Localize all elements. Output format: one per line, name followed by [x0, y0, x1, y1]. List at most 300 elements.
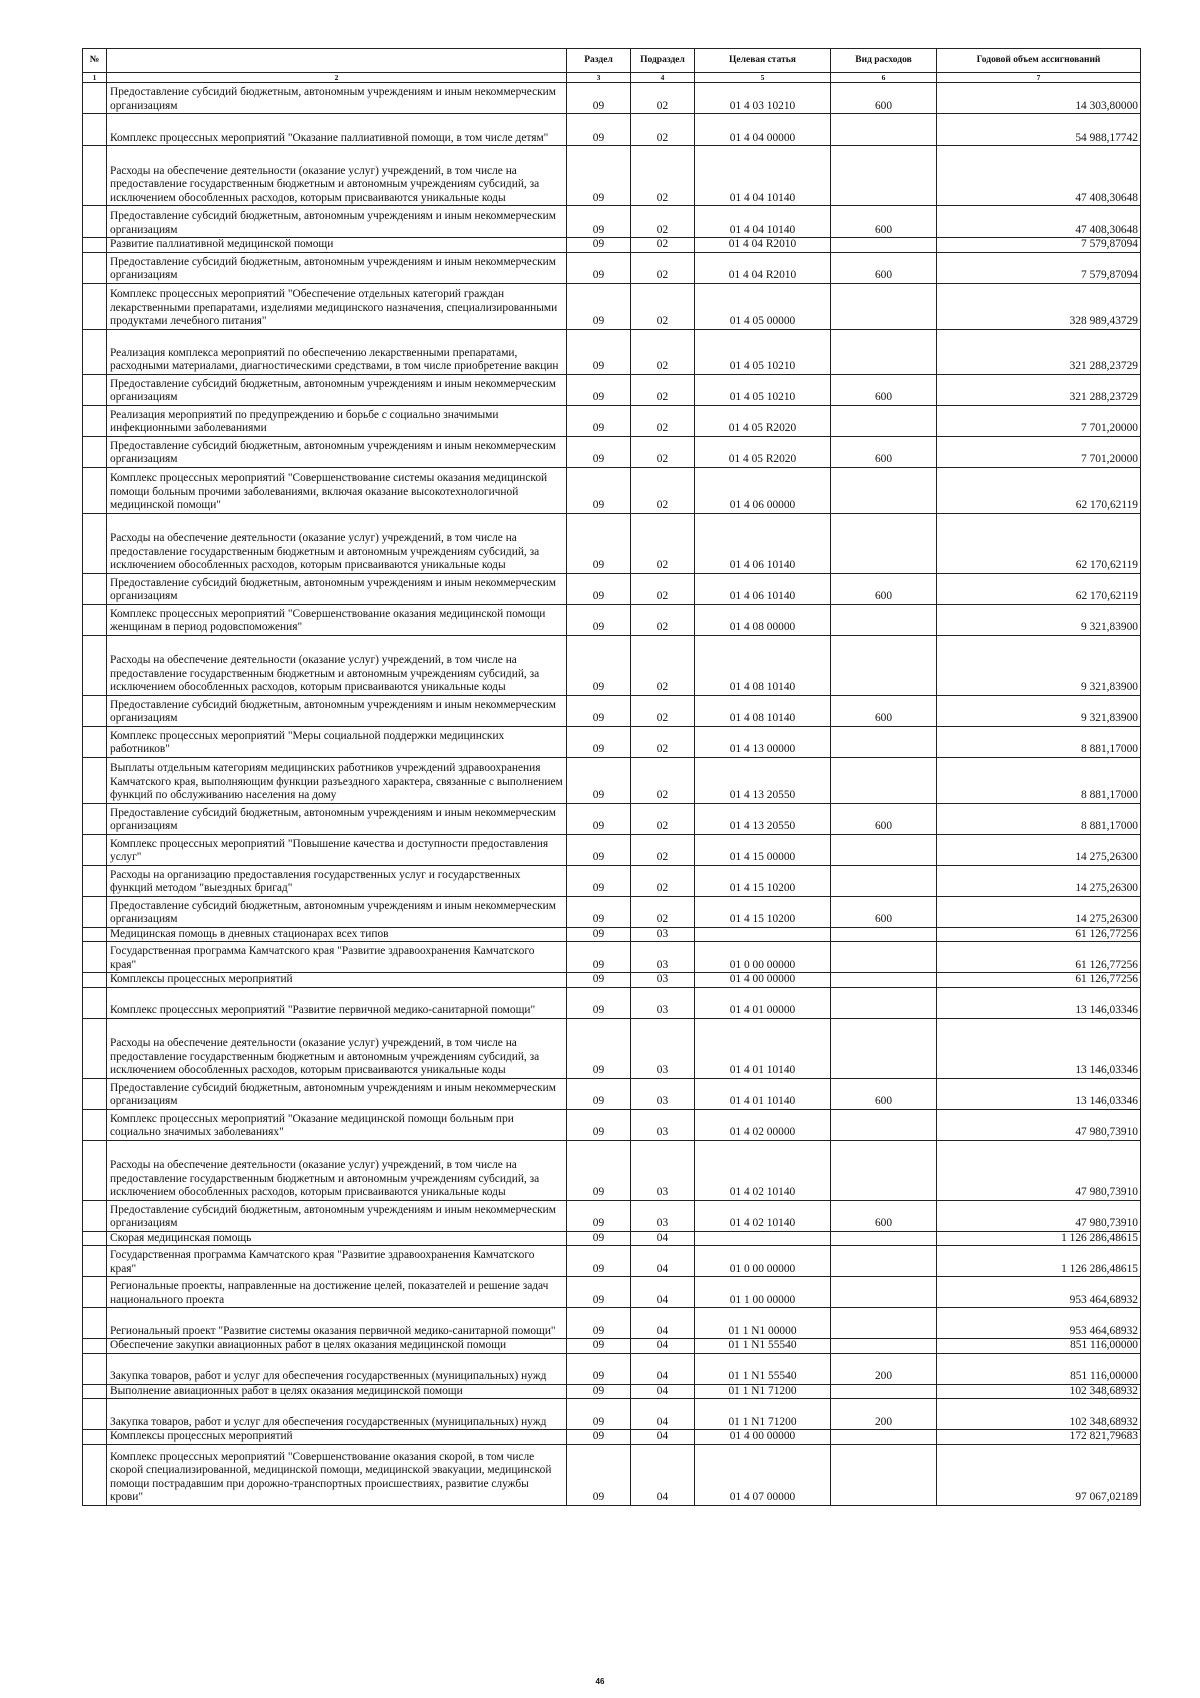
- row-razdel-cell: 09: [567, 1444, 631, 1505]
- row-name-cell: Комплекс процессных мероприятий "Оказание медицинской помощи больным при социально значимых заболеваниях": [107, 1109, 567, 1140]
- row-podrazdel-cell: 02: [631, 865, 695, 896]
- row-razdel-cell: 09: [567, 206, 631, 238]
- row-target-article-cell: 01 4 05 R2020: [695, 436, 831, 467]
- row-number-cell: [83, 252, 107, 283]
- table-row: [83, 987, 1141, 1018]
- row-name-cell: Предоставление субсидий бюджетным, автономным учреждениям и иным некоммерческим организациям: [107, 83, 567, 114]
- row-razdel-cell: 09: [567, 927, 631, 942]
- row-number-cell: [83, 238, 107, 253]
- row-razdel-cell: 09: [567, 726, 631, 757]
- row-name-cell: Комплекс процессных мероприятий "Совершенствование оказания скорой, в том числе скорой специализированной, медицинской помощи, медицинской эвакуации, медицинской помощи пострадавшим при дорожно-транспортных происшествиях, развитие службы крови": [107, 1444, 567, 1505]
- header-podrazdel: Подраздел: [631, 49, 695, 73]
- row-expense-type-cell: [831, 865, 937, 896]
- col-number: 6: [831, 73, 937, 83]
- row-podrazdel-cell: 02: [631, 238, 695, 253]
- row-podrazdel-cell: 03: [631, 987, 695, 1018]
- row-name-cell: Предоставление субсидий бюджетным, автономным учреждениям и иным некоммерческим организациям: [107, 896, 567, 927]
- row-podrazdel-cell: 02: [631, 604, 695, 635]
- row-podrazdel-cell: 02: [631, 513, 695, 573]
- row-podrazdel-cell: 03: [631, 1109, 695, 1140]
- row-podrazdel-cell: 02: [631, 146, 695, 206]
- row-amount-cell: 851 116,00000: [937, 1353, 1141, 1384]
- row-number-cell: [83, 1339, 107, 1354]
- row-expense-type-cell: [831, 757, 937, 803]
- row-amount-cell: 1 126 286,48615: [937, 1231, 1141, 1246]
- row-number-cell: [83, 834, 107, 865]
- row-podrazdel-cell: 02: [631, 467, 695, 513]
- row-name-cell: Предоставление субсидий бюджетным, автономным учреждениям и иным некоммерческим организациям: [107, 803, 567, 834]
- row-target-article-cell: 01 4 02 10140: [695, 1200, 831, 1231]
- budget-table: [82, 48, 1141, 1506]
- table-row: [83, 1109, 1141, 1140]
- row-name-cell: Расходы на обеспечение деятельности (оказание услуг) учреждений, в том числе на предоставление государственным бюджетным и автономным учреждениям субсидий, за исключением обособленных расходов, которым присваиваются уникальные коды: [107, 513, 567, 573]
- row-number-cell: [83, 1246, 107, 1277]
- row-name-cell: Комплекс процессных мероприятий "Совершенствование системы оказания медицинской помощи больным прочими заболеваниями, включая оказание высокотехнологичной медицинской помощи": [107, 467, 567, 513]
- row-expense-type-cell: 600: [831, 1200, 937, 1231]
- row-target-article-cell: 01 4 00 00000: [695, 1430, 831, 1445]
- row-podrazdel-cell: 04: [631, 1246, 695, 1277]
- table-row: [83, 114, 1141, 146]
- row-expense-type-cell: 600: [831, 896, 937, 927]
- table-row: [83, 146, 1141, 206]
- table-row: [83, 726, 1141, 757]
- row-podrazdel-cell: 02: [631, 329, 695, 374]
- table-row: [83, 283, 1141, 329]
- table-row: [83, 973, 1141, 988]
- row-number-cell: [83, 1140, 107, 1200]
- row-number-cell: [83, 865, 107, 896]
- row-number-cell: [83, 803, 107, 834]
- row-number-cell: [83, 114, 107, 146]
- row-razdel-cell: 09: [567, 1430, 631, 1445]
- table-row: [83, 573, 1141, 604]
- row-amount-cell: 321 288,23729: [937, 374, 1141, 405]
- row-podrazdel-cell: 02: [631, 83, 695, 114]
- row-amount-cell: 7 579,87094: [937, 252, 1141, 283]
- row-podrazdel-cell: 02: [631, 206, 695, 238]
- table-row: [83, 513, 1141, 573]
- row-target-article-cell: 01 1 N1 55540: [695, 1339, 831, 1354]
- row-expense-type-cell: [831, 1308, 937, 1339]
- row-expense-type-cell: [831, 146, 937, 206]
- row-amount-cell: 14 275,26300: [937, 834, 1141, 865]
- row-name-cell: Комплексы процессных мероприятий: [107, 1430, 567, 1445]
- row-razdel-cell: 09: [567, 834, 631, 865]
- row-razdel-cell: 09: [567, 436, 631, 467]
- row-name-cell: Комплекс процессных мероприятий "Оказание паллиативной помощи, в том числе детям": [107, 114, 567, 146]
- row-razdel-cell: 09: [567, 252, 631, 283]
- header-row: [83, 49, 1141, 73]
- row-expense-type-cell: [831, 927, 937, 942]
- row-amount-cell: 47 408,30648: [937, 206, 1141, 238]
- row-amount-cell: 47 980,73910: [937, 1200, 1141, 1231]
- header-razdel: Раздел: [567, 49, 631, 73]
- row-expense-type-cell: [831, 1231, 937, 1246]
- row-podrazdel-cell: 02: [631, 834, 695, 865]
- row-target-article-cell: 01 4 01 00000: [695, 987, 831, 1018]
- table-row: [83, 1018, 1141, 1078]
- table-row: [83, 1444, 1141, 1505]
- row-amount-cell: 62 170,62119: [937, 467, 1141, 513]
- table-row: [83, 865, 1141, 896]
- row-name-cell: Предоставление субсидий бюджетным, автономным учреждениям и иным некоммерческим организациям: [107, 206, 567, 238]
- row-number-cell: [83, 757, 107, 803]
- row-name-cell: Региональный проект "Развитие системы оказания первичной медико-санитарной помощи": [107, 1308, 567, 1339]
- row-expense-type-cell: [831, 1246, 937, 1277]
- row-target-article-cell: 01 1 N1 00000: [695, 1308, 831, 1339]
- row-name-cell: Расходы на обеспечение деятельности (оказание услуг) учреждений, в том числе на предоставление государственным бюджетным и автономным учреждениям субсидий, за исключением обособленных расходов, которым присваиваются уникальные коды: [107, 1140, 567, 1200]
- row-number-cell: [83, 374, 107, 405]
- row-razdel-cell: 09: [567, 896, 631, 927]
- row-razdel-cell: 09: [567, 573, 631, 604]
- row-number-cell: [83, 1353, 107, 1384]
- table-row: [83, 695, 1141, 726]
- table-row: [83, 252, 1141, 283]
- row-name-cell: Выполнение авиационных работ в целях оказания медицинской помощи: [107, 1384, 567, 1399]
- row-amount-cell: 102 348,68932: [937, 1399, 1141, 1430]
- row-number-cell: [83, 896, 107, 927]
- row-podrazdel-cell: 02: [631, 803, 695, 834]
- row-name-cell: Комплекс процессных мероприятий "Развитие первичной медико-санитарной помощи": [107, 987, 567, 1018]
- row-podrazdel-cell: 04: [631, 1353, 695, 1384]
- row-amount-cell: 54 988,17742: [937, 114, 1141, 146]
- row-podrazdel-cell: 02: [631, 436, 695, 467]
- row-target-article-cell: 01 4 01 10140: [695, 1078, 831, 1109]
- row-number-cell: [83, 695, 107, 726]
- row-podrazdel-cell: 04: [631, 1308, 695, 1339]
- row-podrazdel-cell: 02: [631, 726, 695, 757]
- row-number-cell: [83, 206, 107, 238]
- row-name-cell: Выплаты отдельным категориям медицинских работников учреждений здравоохранения Камчатского края, выполняющим функции разъездного характера, связанные с выполнением функций по обслуживанию населения на дому: [107, 757, 567, 803]
- header-annual-amount: Годовой объем ассигнований: [937, 49, 1141, 73]
- row-amount-cell: 953 464,68932: [937, 1308, 1141, 1339]
- row-razdel-cell: 09: [567, 803, 631, 834]
- row-razdel-cell: 09: [567, 1339, 631, 1354]
- row-razdel-cell: 09: [567, 1308, 631, 1339]
- row-number-cell: [83, 513, 107, 573]
- row-expense-type-cell: [831, 1277, 937, 1308]
- table-row: [83, 405, 1141, 436]
- row-expense-type-cell: [831, 834, 937, 865]
- row-razdel-cell: 09: [567, 238, 631, 253]
- row-amount-cell: 13 146,03346: [937, 1078, 1141, 1109]
- row-name-cell: Региональные проекты, направленные на достижение целей, показателей и решение задач национального проекта: [107, 1277, 567, 1308]
- row-number-cell: [83, 467, 107, 513]
- row-target-article-cell: 01 4 04 10140: [695, 146, 831, 206]
- row-name-cell: Расходы на обеспечение деятельности (оказание услуг) учреждений, в том числе на предоставление государственным бюджетным и автономным учреждениям субсидий, за исключением обособленных расходов, которым присваиваются уникальные коды: [107, 1018, 567, 1078]
- table-row: [83, 1200, 1141, 1231]
- row-name-cell: Предоставление субсидий бюджетным, автономным учреждениям и иным некоммерческим организациям: [107, 573, 567, 604]
- table-row: [83, 1384, 1141, 1399]
- row-razdel-cell: 09: [567, 604, 631, 635]
- row-razdel-cell: 09: [567, 1231, 631, 1246]
- row-name-cell: Комплекс процессных мероприятий "Обеспечение отдельных категорий граждан лекарственными препаратами, изделиями медицинского назначения, специализированными продуктами лечебного питания": [107, 283, 567, 329]
- row-number-cell: [83, 1231, 107, 1246]
- table-row: [83, 1231, 1141, 1246]
- col-number: 3: [567, 73, 631, 83]
- row-name-cell: Предоставление субсидий бюджетным, автономным учреждениям и иным некоммерческим организациям: [107, 1078, 567, 1109]
- row-expense-type-cell: [831, 283, 937, 329]
- row-number-cell: [83, 604, 107, 635]
- row-razdel-cell: 09: [567, 283, 631, 329]
- row-name-cell: Предоставление субсидий бюджетным, автономным учреждениям и иным некоммерческим организациям: [107, 436, 567, 467]
- row-amount-cell: 13 146,03346: [937, 1018, 1141, 1078]
- row-expense-type-cell: [831, 1444, 937, 1505]
- table-body: [83, 83, 1141, 1506]
- row-target-article-cell: 01 4 15 00000: [695, 834, 831, 865]
- row-name-cell: Предоставление субсидий бюджетным, автономным учреждениям и иным некоммерческим организациям: [107, 252, 567, 283]
- row-expense-type-cell: [831, 987, 937, 1018]
- row-amount-cell: 47 408,30648: [937, 146, 1141, 206]
- row-target-article-cell: 01 4 03 10210: [695, 83, 831, 114]
- row-number-cell: [83, 436, 107, 467]
- row-razdel-cell: 09: [567, 973, 631, 988]
- row-number-cell: [83, 973, 107, 988]
- table-row: [83, 1308, 1141, 1339]
- row-target-article-cell: 01 1 00 00000: [695, 1277, 831, 1308]
- row-target-article-cell: 01 1 N1 55540: [695, 1353, 831, 1384]
- row-number-cell: [83, 283, 107, 329]
- table-row: [83, 604, 1141, 635]
- header-number: №: [83, 49, 107, 73]
- row-number-cell: [83, 1444, 107, 1505]
- row-expense-type-cell: [831, 1140, 937, 1200]
- row-target-article-cell: 01 0 00 00000: [695, 942, 831, 973]
- table-row: [83, 206, 1141, 238]
- row-podrazdel-cell: 03: [631, 1078, 695, 1109]
- row-number-cell: [83, 1109, 107, 1140]
- column-number-row: [83, 73, 1141, 83]
- row-amount-cell: 1 126 286,48615: [937, 1246, 1141, 1277]
- row-number-cell: [83, 1384, 107, 1399]
- row-number-cell: [83, 573, 107, 604]
- row-target-article-cell: 01 4 08 10140: [695, 695, 831, 726]
- row-razdel-cell: 09: [567, 329, 631, 374]
- row-expense-type-cell: [831, 726, 937, 757]
- row-podrazdel-cell: 03: [631, 1200, 695, 1231]
- row-razdel-cell: 09: [567, 1200, 631, 1231]
- row-target-article-cell: [695, 1231, 831, 1246]
- row-number-cell: [83, 329, 107, 374]
- row-name-cell: Скорая медицинская помощь: [107, 1231, 567, 1246]
- table-row: [83, 1339, 1141, 1354]
- row-amount-cell: 13 146,03346: [937, 987, 1141, 1018]
- row-expense-type-cell: 600: [831, 374, 937, 405]
- row-razdel-cell: 09: [567, 942, 631, 973]
- row-name-cell: Предоставление субсидий бюджетным, автономным учреждениям и иным некоммерческим организациям: [107, 695, 567, 726]
- row-amount-cell: 14 275,26300: [937, 896, 1141, 927]
- row-expense-type-cell: 200: [831, 1399, 937, 1430]
- row-name-cell: Предоставление субсидий бюджетным, автономным учреждениям и иным некоммерческим организациям: [107, 374, 567, 405]
- row-expense-type-cell: 600: [831, 206, 937, 238]
- row-expense-type-cell: [831, 238, 937, 253]
- row-name-cell: Государственная программа Камчатского края "Развитие здравоохранения Камчатского края": [107, 942, 567, 973]
- row-razdel-cell: 09: [567, 1277, 631, 1308]
- row-amount-cell: 953 464,68932: [937, 1277, 1141, 1308]
- row-amount-cell: 9 321,83900: [937, 695, 1141, 726]
- row-podrazdel-cell: 03: [631, 1018, 695, 1078]
- table-row: [83, 927, 1141, 942]
- table-row: [83, 803, 1141, 834]
- row-amount-cell: 47 980,73910: [937, 1140, 1141, 1200]
- row-target-article-cell: 01 4 07 00000: [695, 1444, 831, 1505]
- row-amount-cell: 7 701,20000: [937, 436, 1141, 467]
- row-expense-type-cell: 600: [831, 252, 937, 283]
- row-amount-cell: 47 980,73910: [937, 1109, 1141, 1140]
- row-amount-cell: 9 321,83900: [937, 635, 1141, 695]
- row-podrazdel-cell: 02: [631, 695, 695, 726]
- row-razdel-cell: 09: [567, 1078, 631, 1109]
- row-target-article-cell: 01 4 04 10140: [695, 206, 831, 238]
- row-expense-type-cell: 600: [831, 83, 937, 114]
- row-name-cell: Расходы на обеспечение деятельности (оказание услуг) учреждений, в том числе на предоставление государственным бюджетным и автономным учреждениям субсидий, за исключением обособленных расходов, которым присваиваются уникальные коды: [107, 635, 567, 695]
- table-row: [83, 834, 1141, 865]
- row-expense-type-cell: [831, 405, 937, 436]
- row-expense-type-cell: [831, 942, 937, 973]
- row-target-article-cell: 01 4 15 10200: [695, 896, 831, 927]
- row-amount-cell: 321 288,23729: [937, 329, 1141, 374]
- row-number-cell: [83, 1308, 107, 1339]
- row-razdel-cell: 09: [567, 757, 631, 803]
- row-target-article-cell: 01 4 00 00000: [695, 973, 831, 988]
- table-row: [83, 635, 1141, 695]
- row-razdel-cell: 09: [567, 1353, 631, 1384]
- row-name-cell: Расходы на организацию предоставления государственных услуг и государственных функций методом "выездных бригад": [107, 865, 567, 896]
- row-podrazdel-cell: 04: [631, 1231, 695, 1246]
- row-name-cell: Комплекс процессных мероприятий "Совершенствование оказания медицинской помощи женщинам в период родовспоможения": [107, 604, 567, 635]
- table-row: [83, 467, 1141, 513]
- row-name-cell: Обеспечение закупки авиационных работ в целях оказания медицинской помощи: [107, 1339, 567, 1354]
- table-row: [83, 83, 1141, 114]
- row-target-article-cell: 01 4 02 10140: [695, 1140, 831, 1200]
- row-razdel-cell: 09: [567, 467, 631, 513]
- row-podrazdel-cell: 02: [631, 757, 695, 803]
- row-target-article-cell: 01 1 N1 71200: [695, 1384, 831, 1399]
- row-amount-cell: 172 821,79683: [937, 1430, 1141, 1445]
- table-row: [83, 942, 1141, 973]
- row-expense-type-cell: [831, 973, 937, 988]
- row-name-cell: Развитие паллиативной медицинской помощи: [107, 238, 567, 253]
- row-razdel-cell: 09: [567, 1384, 631, 1399]
- row-name-cell: Государственная программа Камчатского края "Развитие здравоохранения Камчатского края": [107, 1246, 567, 1277]
- row-expense-type-cell: 600: [831, 436, 937, 467]
- row-razdel-cell: 09: [567, 695, 631, 726]
- row-number-cell: [83, 1200, 107, 1231]
- row-razdel-cell: 09: [567, 1018, 631, 1078]
- row-target-article-cell: 01 4 08 00000: [695, 604, 831, 635]
- row-number-cell: [83, 1399, 107, 1430]
- row-expense-type-cell: 600: [831, 695, 937, 726]
- row-podrazdel-cell: 04: [631, 1399, 695, 1430]
- row-razdel-cell: 09: [567, 1246, 631, 1277]
- row-amount-cell: 61 126,77256: [937, 973, 1141, 988]
- row-amount-cell: 62 170,62119: [937, 573, 1141, 604]
- row-target-article-cell: 01 4 05 00000: [695, 283, 831, 329]
- row-number-cell: [83, 405, 107, 436]
- row-razdel-cell: 09: [567, 635, 631, 695]
- row-amount-cell: 14 275,26300: [937, 865, 1141, 896]
- row-expense-type-cell: [831, 513, 937, 573]
- row-name-cell: Расходы на обеспечение деятельности (оказание услуг) учреждений, в том числе на предоставление государственным бюджетным и автономным учреждениям субсидий, за исключением обособленных расходов, которым присваиваются уникальные коды: [107, 146, 567, 206]
- budget-table-sheet: [82, 48, 1140, 1506]
- row-amount-cell: 9 321,83900: [937, 604, 1141, 635]
- row-podrazdel-cell: 04: [631, 1444, 695, 1505]
- table-row: [83, 1430, 1141, 1445]
- row-podrazdel-cell: 02: [631, 252, 695, 283]
- table-row: [83, 1399, 1141, 1430]
- row-expense-type-cell: [831, 635, 937, 695]
- row-target-article-cell: 01 4 06 10140: [695, 573, 831, 604]
- row-amount-cell: 97 067,02189: [937, 1444, 1141, 1505]
- row-target-article-cell: 01 1 N1 71200: [695, 1399, 831, 1430]
- row-number-cell: [83, 927, 107, 942]
- row-name-cell: Реализация комплекса мероприятий по обеспечению лекарственными препаратами, расходными материалами, диагностическими средствами, в том числе приобретение вакцин: [107, 329, 567, 374]
- row-target-article-cell: 01 4 08 10140: [695, 635, 831, 695]
- row-target-article-cell: 01 4 05 10210: [695, 374, 831, 405]
- row-expense-type-cell: [831, 467, 937, 513]
- row-razdel-cell: 09: [567, 1399, 631, 1430]
- row-razdel-cell: 09: [567, 374, 631, 405]
- row-podrazdel-cell: 04: [631, 1339, 695, 1354]
- row-name-cell: Предоставление субсидий бюджетным, автономным учреждениям и иным некоммерческим организациям: [107, 1200, 567, 1231]
- row-razdel-cell: 09: [567, 83, 631, 114]
- row-expense-type-cell: [831, 1384, 937, 1399]
- row-target-article-cell: 01 4 06 10140: [695, 513, 831, 573]
- row-target-article-cell: 01 4 04 00000: [695, 114, 831, 146]
- row-target-article-cell: 01 4 05 10210: [695, 329, 831, 374]
- row-razdel-cell: 09: [567, 114, 631, 146]
- col-number: 5: [695, 73, 831, 83]
- row-podrazdel-cell: 04: [631, 1277, 695, 1308]
- header-name: [107, 49, 567, 73]
- row-name-cell: Комплексы процессных мероприятий: [107, 973, 567, 988]
- row-amount-cell: 14 303,80000: [937, 83, 1141, 114]
- row-number-cell: [83, 726, 107, 757]
- row-podrazdel-cell: 02: [631, 374, 695, 405]
- table-row: [83, 374, 1141, 405]
- row-podrazdel-cell: 02: [631, 635, 695, 695]
- row-razdel-cell: 09: [567, 146, 631, 206]
- row-target-article-cell: 01 4 04 R2010: [695, 252, 831, 283]
- row-razdel-cell: 09: [567, 987, 631, 1018]
- row-amount-cell: 328 989,43729: [937, 283, 1141, 329]
- row-expense-type-cell: 600: [831, 573, 937, 604]
- row-name-cell: Комплекс процессных мероприятий "Повышение качества и доступности предоставления услуг": [107, 834, 567, 865]
- table-row: [83, 436, 1141, 467]
- row-target-article-cell: 01 0 00 00000: [695, 1246, 831, 1277]
- row-razdel-cell: 09: [567, 1140, 631, 1200]
- row-amount-cell: 7 701,20000: [937, 405, 1141, 436]
- row-number-cell: [83, 83, 107, 114]
- row-amount-cell: 61 126,77256: [937, 927, 1141, 942]
- row-amount-cell: 61 126,77256: [937, 942, 1141, 973]
- row-target-article-cell: 01 4 02 00000: [695, 1109, 831, 1140]
- row-podrazdel-cell: 03: [631, 942, 695, 973]
- table-row: [83, 1140, 1141, 1200]
- row-target-article-cell: 01 4 05 R2020: [695, 405, 831, 436]
- row-number-cell: [83, 987, 107, 1018]
- row-amount-cell: 8 881,17000: [937, 757, 1141, 803]
- row-podrazdel-cell: 03: [631, 1140, 695, 1200]
- row-name-cell: Реализация мероприятий по предупреждению и борьбе с социально значимыми инфекционными заболеваниями: [107, 405, 567, 436]
- row-number-cell: [83, 1430, 107, 1445]
- row-expense-type-cell: [831, 1018, 937, 1078]
- row-amount-cell: 8 881,17000: [937, 803, 1141, 834]
- table-row: [83, 1246, 1141, 1277]
- table-row: [83, 238, 1141, 253]
- row-target-article-cell: 01 4 13 20550: [695, 803, 831, 834]
- row-target-article-cell: 01 4 06 00000: [695, 467, 831, 513]
